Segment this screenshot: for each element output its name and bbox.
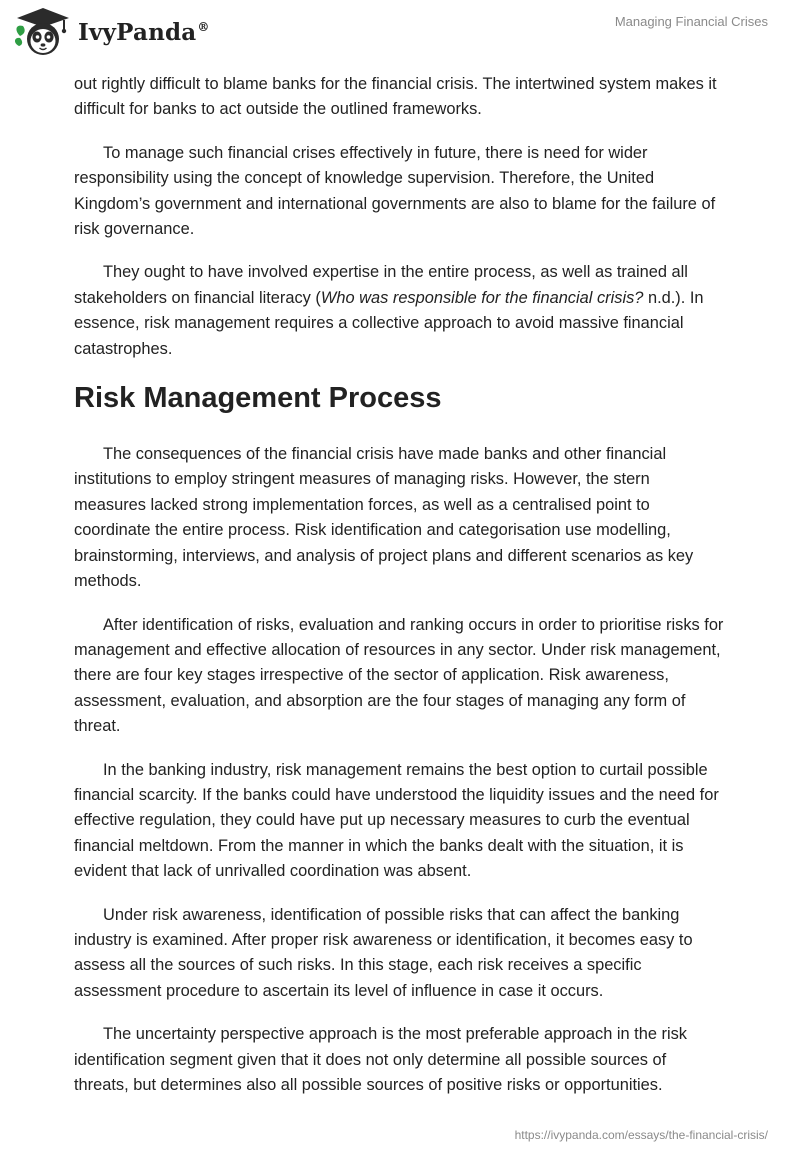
paragraph: Under risk awareness, identification of possible risks that can affect the banking industry is examined. After proper risk awareness or identification, it becomes easy to assess all the sources of such risks. In this stage, each risk receives a specific assessment procedure to ascertain its level of influence in case it occurs. (74, 905, 693, 1000)
section-heading: Risk Management Process (74, 382, 442, 415)
paragraph: The uncertainty perspective approach is the most preferable approach in the risk identification segment given that it does not only determine all possible sources of threats, but determines also all possible sources of positive risks or opportunities. (74, 1025, 688, 1094)
page-header (0, 0, 800, 64)
article-body (74, 72, 724, 1116)
paragraph: In the banking industry, risk management remains the best option to curtail possible financial scarcity. If the banks could have understood the liquidity issues and the need for effective regulation, they could have put up necessary measures to curb the eventual financial meltdown. From the manner in which the banks dealt with the situation, it is evident that lack of unrivalled coordination was absent. (74, 760, 719, 881)
brand-name: IvyPanda® (78, 18, 210, 46)
paragraph: The consequences of the financial crisis have made banks and other financial institutions to employ stringent measures of managing risks. However, the stern measures lacked strong implementation forces, as well as a centralised point to coordinate the entire process. Risk identification and categorisation use modelling, brainstorming, interviews, and analysis of project plans and different scenarios as key methods. (74, 445, 694, 591)
brand-logo[interactable] (14, 6, 210, 58)
citation-title: Who was responsible for the financial crisis? (320, 288, 644, 307)
paragraph: After identification of risks, evaluation and ranking occurs in order to prioritise risks for management and effective allocation of resources in any sector. Under risk management, there are four key stages irrespective of the sector of application. Risk awareness, assessment, evaluation, and absorption are the four stages of managing any form of threat. (74, 615, 724, 736)
source-url[interactable]: https://ivypanda.com/essays/the-financial-crisis/ (514, 1128, 768, 1142)
paragraph: To manage such financial crises effectively in future, there is need for wider responsibility using the concept of knowledge supervision. Therefore, the United Kingdom’s government and international governments are also to blame for the failure of risk governance. (74, 143, 716, 239)
paragraph-text: They ought to have involved expertise in the entire process, as well as trained all stakeholders on financial literacy ( (74, 263, 688, 307)
paragraph (74, 260, 724, 362)
panda-graduate-icon (14, 6, 72, 58)
paragraph: out rightly difficult to blame banks for the financial crisis. The intertwined system makes it difficult for banks to act outside the outlined frameworks. (74, 75, 717, 119)
registered-mark: ® (197, 19, 210, 34)
document-title: Managing Financial Crises (614, 14, 768, 29)
paragraph-text: n.d.). In essence, risk management requires a collective approach to avoid massive financial catastrophes. (74, 288, 704, 358)
